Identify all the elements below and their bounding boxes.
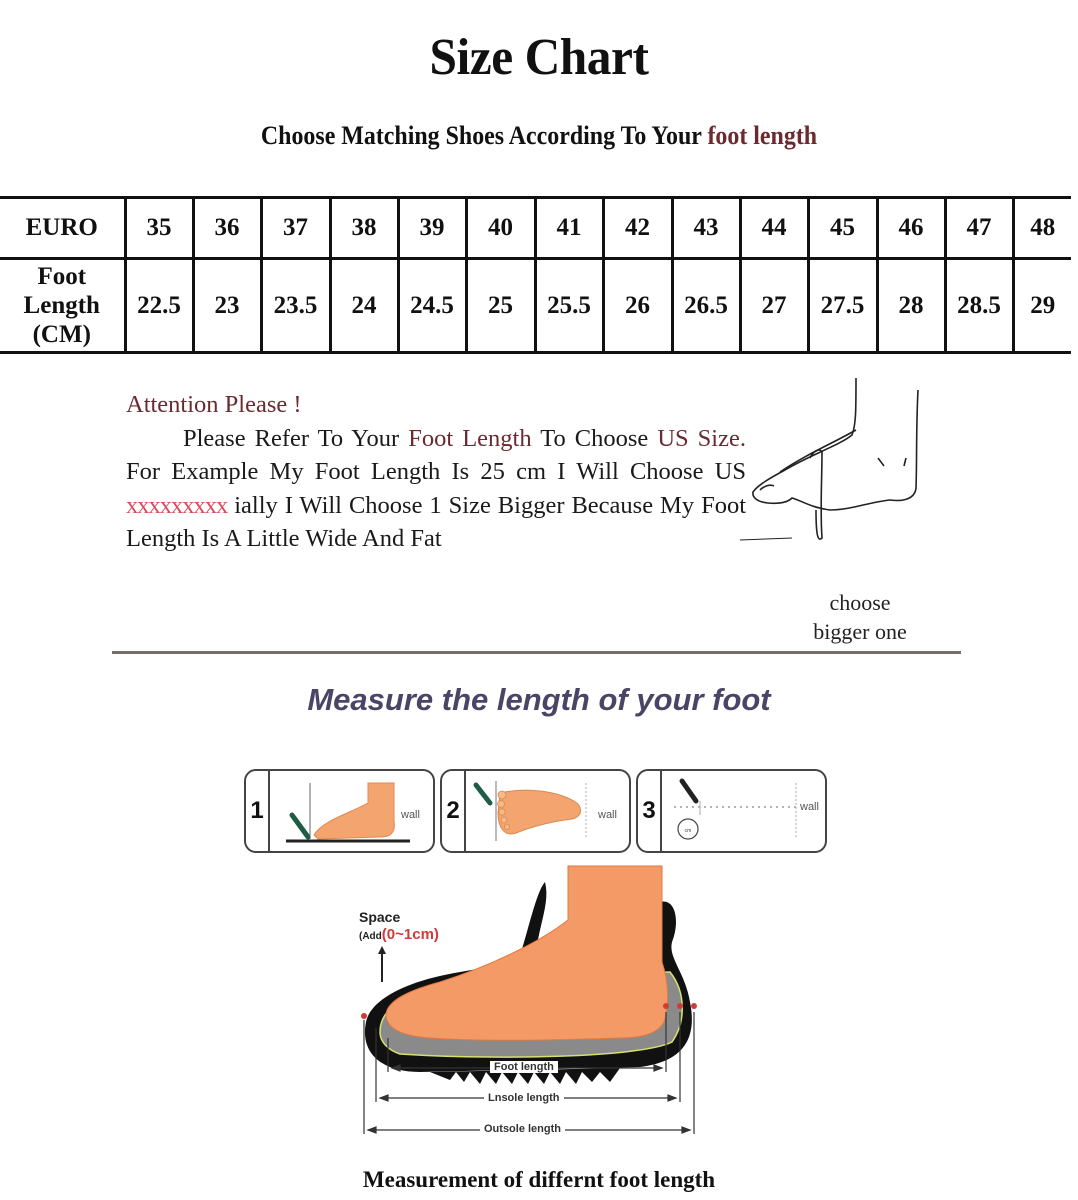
space-add-label — [359, 926, 439, 943]
redacted-text: xxxxxxxxx — [126, 491, 228, 519]
wall-label: wall — [401, 809, 420, 821]
foot-length-cell: 26.5 — [672, 259, 740, 353]
euro-cell: 42 — [603, 198, 672, 259]
foot-length-cell: 27.5 — [808, 259, 877, 353]
euro-cell: 40 — [466, 198, 535, 259]
euro-cell: 38 — [330, 198, 398, 259]
foot-length-label: Foot length — [490, 1061, 558, 1073]
euro-cell: 44 — [740, 198, 808, 259]
foot-length-cell: 23 — [193, 259, 261, 353]
space-range: (0~1cm) — [381, 926, 439, 943]
table-row-euro — [0, 198, 1071, 259]
space-add-text: (Add — [359, 931, 382, 942]
diagram-caption: Measurement of differnt foot length — [362, 1167, 716, 1192]
size-table — [0, 196, 1071, 354]
euro-cell: 35 — [125, 198, 193, 259]
attention-note — [126, 388, 746, 556]
euro-cell: 46 — [877, 198, 945, 259]
foot-length-cell: 27 — [740, 259, 808, 353]
subtitle — [43, 121, 1035, 151]
wall-label: wall — [800, 801, 819, 813]
row-label-foot-length — [0, 259, 125, 353]
step-number: 2 — [442, 771, 466, 851]
note-line: choose — [829, 590, 891, 615]
foot-length-cell: 23.5 — [261, 259, 330, 353]
section-divider — [112, 651, 961, 654]
row-label-line: Foot — [37, 263, 87, 290]
foot-length-cell: 24 — [330, 259, 398, 353]
step-2 — [440, 769, 631, 853]
page-title: Size Chart — [429, 29, 649, 86]
measure-steps — [244, 769, 828, 853]
attention-heading: Attention Please ! — [126, 391, 302, 418]
foot-length-cell: 25 — [466, 259, 535, 353]
euro-cell: 48 — [1013, 198, 1071, 259]
euro-cell: 39 — [398, 198, 466, 259]
attention-accent: Foot Length — [408, 424, 532, 452]
euro-cell: 45 — [808, 198, 877, 259]
euro-cell: 47 — [945, 198, 1013, 259]
choose-bigger-note — [790, 588, 930, 646]
note-line: bigger one — [813, 619, 907, 644]
euro-cell: 37 — [261, 198, 330, 259]
outsole-length-label: Outsole length — [480, 1123, 565, 1135]
foot-length-cell: 29 — [1013, 259, 1071, 353]
step-3 — [636, 769, 827, 853]
foot-length-cell: 22.5 — [125, 259, 193, 353]
foot-length-cell: 26 — [603, 259, 672, 353]
euro-cell: 36 — [193, 198, 261, 259]
euro-cell: 43 — [672, 198, 740, 259]
space-label: Space — [359, 909, 401, 925]
row-label-line: Length — [23, 292, 100, 319]
attention-text: ially I Will Choose 1 Size Bigger Because My Foot Length Is A Little Wide And Fat — [126, 491, 746, 553]
foot-length-cell: 28.5 — [945, 259, 1013, 353]
euro-cell: 41 — [535, 198, 603, 259]
foot-length-cell: 25.5 — [535, 259, 603, 353]
row-label-line: (CM) — [32, 321, 91, 348]
shoe-measurement-diagram — [340, 862, 720, 1152]
attention-accent: US Size. — [657, 424, 746, 452]
wall-label: wall — [598, 809, 617, 821]
subtitle-text: Choose Matching Shoes According To Your — [260, 121, 708, 150]
attention-text: For Example My Foot Length Is 25 cm I Will Choose US — [126, 458, 746, 486]
insole-length-label: Lnsole length — [484, 1092, 564, 1104]
measure-title: Measure the length of your foot — [307, 682, 771, 717]
foot-length-cell: 24.5 — [398, 259, 466, 353]
step-number: 3 — [638, 771, 662, 851]
svg-text:cm: cm — [684, 828, 692, 834]
foot-sketch-icon — [740, 370, 940, 550]
table-row-foot-length — [0, 259, 1071, 353]
subtitle-accent: foot length — [707, 121, 818, 150]
attention-text: To Choose — [531, 424, 658, 452]
step-number: 1 — [246, 771, 270, 851]
foot-length-cell: 28 — [877, 259, 945, 353]
attention-text: Please Refer To Your — [183, 424, 409, 452]
step-1 — [244, 769, 435, 853]
row-label-euro: EURO — [0, 198, 125, 259]
